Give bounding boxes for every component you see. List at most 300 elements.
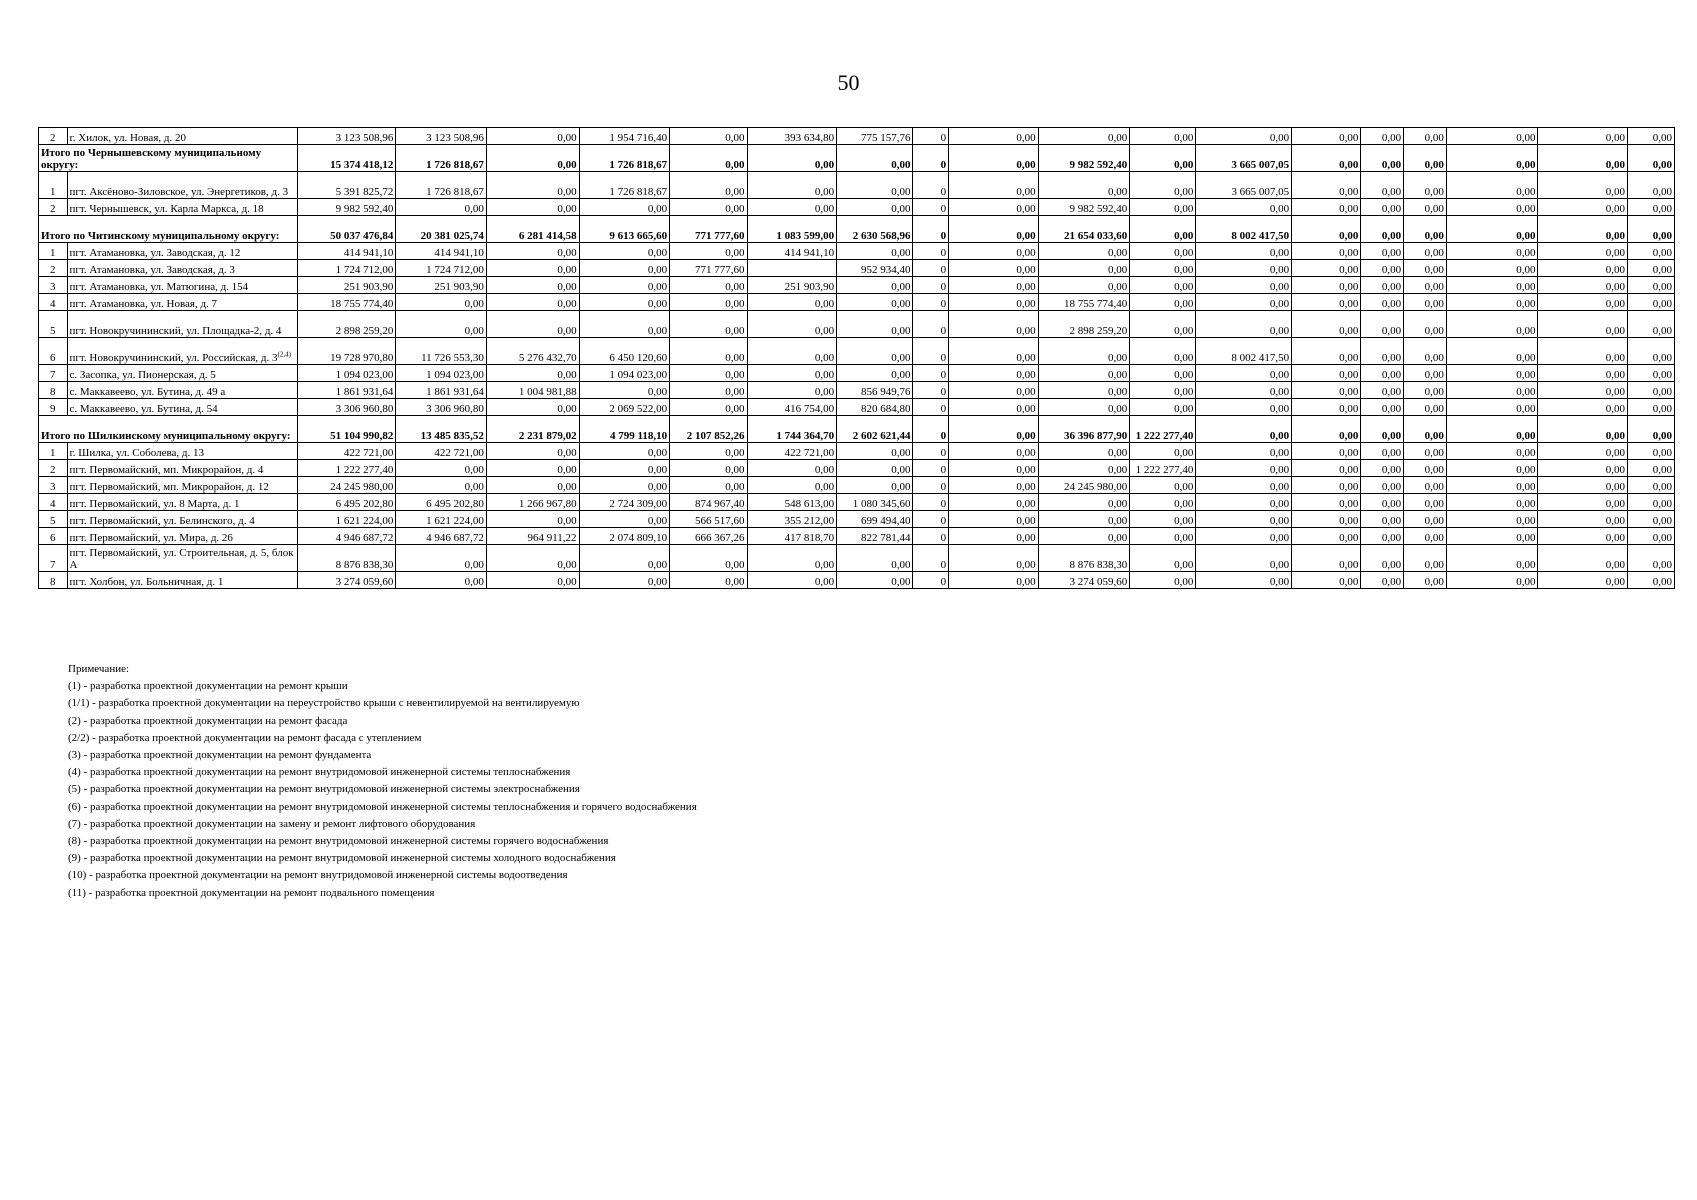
amount-cell: 0,00 [1628,460,1675,477]
note-line: (9) - разработка проектной документации на ремонт внутридомовой инженерной системы холодного водоснабжения [68,852,616,865]
amount-cell: 6 495 202,80 [297,494,396,511]
amount-cell: 8 876 838,30 [297,545,396,572]
amount-cell: 0,00 [1446,365,1538,382]
amount-cell: 0,00 [1038,128,1130,145]
amount-cell: 0,00 [486,460,579,477]
amount-cell: 0 [913,338,949,365]
amount-cell: 0,00 [486,172,579,199]
subtotal-title: Итого по Чернышевскому муниципальному округу: [39,145,298,172]
amount-cell: 0 [913,572,949,589]
note-line: (4) - разработка проектной документации на ремонт внутридомовой инженерной системы теплоснабжения [68,766,571,779]
amount-cell: 0,00 [1404,528,1447,545]
amount-cell: 0,00 [1446,477,1538,494]
amount-cell: 0,00 [486,572,579,589]
address-cell: пгт. Чернышевск, ул. Карла Маркса, д. 18 [67,199,297,216]
amount-cell: 0,00 [949,243,1039,260]
amount-cell: 0,00 [1446,216,1538,243]
amount-cell: 6 450 120,60 [579,338,670,365]
amount-cell: 0,00 [396,572,487,589]
amount-cell: 0,00 [670,477,747,494]
amount-cell: 0 [913,311,949,338]
row-number: 7 [39,365,68,382]
amount-cell: 0,00 [1628,243,1675,260]
amount-cell: 0,00 [1038,277,1130,294]
amount-cell: 0,00 [1038,511,1130,528]
amount-cell: 0,00 [396,311,487,338]
amount-cell: 0,00 [1628,494,1675,511]
amount-cell: 0 [913,260,949,277]
amount-cell: 0,00 [949,511,1039,528]
table-row [39,528,1675,545]
table-row [39,199,1675,216]
amount-cell: 1 094 023,00 [579,365,670,382]
amount-cell: 0 [913,477,949,494]
amount-cell: 0,00 [1446,338,1538,365]
amount-cell: 0,00 [1538,511,1628,528]
amount-cell: 0,00 [1446,294,1538,311]
amount-cell: 0,00 [1538,443,1628,460]
amount-cell: 1 861 931,64 [297,382,396,399]
amount-cell: 1 094 023,00 [396,365,487,382]
amount-cell: 3 123 508,96 [297,128,396,145]
amount-cell: 0,00 [1292,460,1361,477]
amount-cell: 0,00 [1196,260,1292,277]
amount-cell: 0,00 [1538,128,1628,145]
row-number: 4 [39,494,68,511]
amount-cell: 0,00 [1130,443,1196,460]
amount-cell: 24 245 980,00 [1038,477,1130,494]
amount-cell: 0,00 [1404,416,1447,443]
amount-cell: 0 [913,494,949,511]
table-row [39,477,1675,494]
amount-cell: 0,00 [747,145,837,172]
amount-cell: 0,00 [579,545,670,572]
amount-cell: 0,00 [1628,399,1675,416]
amount-cell: 0,00 [670,128,747,145]
amount-cell: 21 654 033,60 [1038,216,1130,243]
amount-cell: 0,00 [1538,145,1628,172]
address-cell: пгт. Новокручининский, ул. Площадка-2, д. 4 [67,311,297,338]
amount-cell: 0,00 [837,277,913,294]
amount-cell: 0,00 [1628,311,1675,338]
amount-cell: 0,00 [486,443,579,460]
amount-cell: 0,00 [1446,172,1538,199]
amount-cell: 0,00 [1628,277,1675,294]
amount-cell: 0,00 [1196,511,1292,528]
amount-cell: 0 [913,128,949,145]
amount-cell: 417 818,70 [747,528,837,545]
amount-cell: 1 222 277,40 [297,460,396,477]
amount-cell: 0,00 [949,365,1039,382]
amount-cell: 0,00 [949,311,1039,338]
amount-cell: 1 861 931,64 [396,382,487,399]
amount-cell: 0,00 [1538,545,1628,572]
amount-cell: 0,00 [396,477,487,494]
amount-cell: 414 941,10 [747,243,837,260]
amount-cell: 0,00 [1038,460,1130,477]
row-number: 2 [39,460,68,477]
amount-cell: 0,00 [1038,243,1130,260]
amount-cell: 0,00 [670,294,747,311]
amount-cell: 0,00 [1538,311,1628,338]
amount-cell: 50 037 476,84 [297,216,396,243]
amount-cell: 0,00 [1038,528,1130,545]
amount-cell: 5 391 825,72 [297,172,396,199]
amount-cell: 2 231 879,02 [486,416,579,443]
amount-cell: 24 245 980,00 [297,477,396,494]
amount-cell: 0,00 [1404,545,1447,572]
amount-cell: 0,00 [1404,477,1447,494]
amount-cell: 0,00 [1538,365,1628,382]
amount-cell: 0,00 [1446,460,1538,477]
amount-cell: 0,00 [1292,528,1361,545]
note-line: (3) - разработка проектной документации на ремонт фундамента [68,749,372,762]
amount-cell: 0,00 [1292,382,1361,399]
amount-cell: 0,00 [1130,545,1196,572]
amount-cell: 0,00 [1130,382,1196,399]
amount-cell: 0,00 [1130,477,1196,494]
amount-cell: 0,00 [837,443,913,460]
amount-cell: 0,00 [579,477,670,494]
amount-cell: 0,00 [837,172,913,199]
subtotal-title: Итого по Читинскому муниципальному округу: [39,216,298,243]
amount-cell: 0,00 [486,199,579,216]
amount-cell: 0,00 [1130,311,1196,338]
amount-cell: 666 367,26 [670,528,747,545]
amount-cell: 3 274 059,60 [1038,572,1130,589]
amount-cell: 416 754,00 [747,399,837,416]
amount-cell: 0,00 [1292,145,1361,172]
address-cell: пгт. Первомайский, ул. Белинского, д. 4 [67,511,297,528]
amount-cell: 1 726 818,67 [396,172,487,199]
amount-cell: 856 949,76 [837,382,913,399]
amount-cell: 2 630 568,96 [837,216,913,243]
amount-cell: 0,00 [1038,260,1130,277]
amount-cell: 0,00 [949,294,1039,311]
address-cell: пгт. Первомайский, ул. Мира, д. 26 [67,528,297,545]
amount-cell: 18 755 774,40 [297,294,396,311]
amount-cell: 0,00 [949,494,1039,511]
amount-cell: 822 781,44 [837,528,913,545]
address-cell: пгт. Атамановка, ул. Заводская, д. 3 [67,260,297,277]
amount-cell: 0,00 [1196,572,1292,589]
amount-cell: 0,00 [1628,172,1675,199]
amount-cell: 0,00 [1292,172,1361,199]
amount-cell: 0,00 [747,199,837,216]
amount-cell: 0 [913,545,949,572]
amount-cell: 0,00 [1292,365,1361,382]
amount-cell: 0,00 [949,128,1039,145]
amount-cell: 0,00 [670,443,747,460]
amount-cell: 36 396 877,90 [1038,416,1130,443]
amount-cell: 0,00 [1361,545,1404,572]
amount-cell: 0,00 [949,460,1039,477]
amount-cell: 0,00 [1038,338,1130,365]
amount-cell: 0,00 [579,260,670,277]
amount-cell: 0,00 [1446,145,1538,172]
amount-cell: 0,00 [1361,216,1404,243]
amount-cell: 0,00 [1404,494,1447,511]
amount-cell: 0,00 [1361,443,1404,460]
amount-cell: 0,00 [837,294,913,311]
amount-cell: 0,00 [1130,494,1196,511]
amount-cell: 0,00 [1538,477,1628,494]
amount-cell: 0 [913,528,949,545]
amount-cell: 6 495 202,80 [396,494,487,511]
amount-cell: 952 934,40 [837,260,913,277]
amount-cell: 0,00 [579,243,670,260]
amount-cell: 0,00 [1130,128,1196,145]
address-cell: пгт. Первомайский, мп. Микрорайон, д. 12 [67,477,297,494]
amount-cell: 0,00 [670,172,747,199]
amount-cell: 0,00 [1361,145,1404,172]
amount-cell: 0,00 [1538,277,1628,294]
amount-cell: 0,00 [1361,477,1404,494]
amount-cell: 2 069 522,00 [579,399,670,416]
table-row [39,294,1675,311]
amount-cell: 0,00 [1196,199,1292,216]
amount-cell: 0,00 [1538,572,1628,589]
table-row [39,494,1675,511]
note-line: (1/1) - разработка проектной документации на переустройство крыши с невентилируемой на вентилируемую [68,697,580,710]
amount-cell: 0,00 [1361,277,1404,294]
amount-cell: 775 157,76 [837,128,913,145]
amount-cell: 0,00 [1196,528,1292,545]
amount-cell: 0,00 [1361,128,1404,145]
amount-cell: 0,00 [1404,460,1447,477]
address-cell: пгт. Атамановка, ул. Новая, д. 7 [67,294,297,311]
amount-cell: 0,00 [949,528,1039,545]
amount-cell: 0,00 [747,172,837,199]
table-row [39,365,1675,382]
amount-cell: 0,00 [747,365,837,382]
amount-cell: 771 777,60 [670,260,747,277]
amount-cell: 0,00 [1404,399,1447,416]
address-cell: г. Хилок, ул. Новая, д. 20 [67,128,297,145]
amount-cell: 0,00 [1628,145,1675,172]
amount-cell: 0,00 [670,399,747,416]
amount-cell: 0,00 [949,145,1039,172]
amount-cell: 0,00 [1538,460,1628,477]
amount-cell: 0,00 [837,477,913,494]
note-line: (7) - разработка проектной документации на замену и ремонт лифтового оборудования [68,817,476,830]
amount-cell: 0,00 [949,172,1039,199]
amount-cell: 0,00 [1404,443,1447,460]
amount-cell: 0,00 [1446,511,1538,528]
amount-cell: 0,00 [1292,243,1361,260]
amount-cell: 0,00 [579,277,670,294]
amount-cell: 0,00 [1446,260,1538,277]
amount-cell: 699 494,40 [837,511,913,528]
amount-cell: 0,00 [1292,199,1361,216]
amount-cell: 0,00 [1130,145,1196,172]
address-cell: пгт. Первомайский, ул. 8 Марта, д. 1 [67,494,297,511]
amount-cell: 0,00 [1038,365,1130,382]
amount-cell: 0,00 [1292,399,1361,416]
amount-cell: 11 726 553,30 [396,338,487,365]
amount-cell: 0 [913,294,949,311]
amount-cell: 0,00 [1361,494,1404,511]
amount-cell: 4 799 118,10 [579,416,670,443]
amount-cell: 0,00 [1196,545,1292,572]
amount-cell: 0,00 [1292,511,1361,528]
amount-cell: 0,00 [1130,511,1196,528]
amount-cell: 0,00 [670,145,747,172]
amount-cell: 0,00 [486,243,579,260]
amount-cell: 0,00 [949,216,1039,243]
amount-cell: 0,00 [949,199,1039,216]
amount-cell: 0,00 [1292,545,1361,572]
amount-cell: 0,00 [1196,443,1292,460]
amount-cell: 0,00 [1292,494,1361,511]
amount-cell: 0,00 [837,145,913,172]
amount-cell: 0,00 [747,311,837,338]
amount-cell: 0 [913,382,949,399]
row-number: 6 [39,338,68,365]
amount-cell: 0,00 [747,294,837,311]
table-row [39,338,1675,365]
amount-cell: 0,00 [396,199,487,216]
amount-cell: 18 755 774,40 [1038,294,1130,311]
amount-cell: 1 744 364,70 [747,416,837,443]
amount-cell: 0,00 [1404,338,1447,365]
amount-cell: 0,00 [670,382,747,399]
amount-cell: 0,00 [1628,572,1675,589]
notes-section [68,661,697,902]
amount-cell: 0,00 [1130,277,1196,294]
amount-cell: 0,00 [1628,294,1675,311]
amount-cell: 0,00 [486,260,579,277]
amount-cell: 20 381 025,74 [396,216,487,243]
address-cell: с. Маккавеево, ул. Бутина, д. 49 а [67,382,297,399]
amount-cell: 0,00 [837,199,913,216]
amount-cell: 0,00 [1361,528,1404,545]
amount-cell: 6 281 414,58 [486,216,579,243]
amount-cell: 355 212,00 [747,511,837,528]
amount-cell: 9 982 592,40 [1038,199,1130,216]
row-number: 3 [39,477,68,494]
note-line: (1) - разработка проектной документации на ремонт крыши [68,680,348,693]
amount-cell: 0,00 [949,545,1039,572]
amount-cell: 0,00 [1292,338,1361,365]
amount-cell: 0,00 [1538,216,1628,243]
amount-cell: 1 266 967,80 [486,494,579,511]
amount-cell: 0,00 [579,511,670,528]
amount-cell: 0,00 [1361,338,1404,365]
amount-cell: 8 002 417,50 [1196,216,1292,243]
amount-cell: 0,00 [486,128,579,145]
row-number: 2 [39,199,68,216]
amount-cell: 5 276 432,70 [486,338,579,365]
table-row [39,277,1675,294]
table-row [39,545,1675,572]
amount-cell: 0,00 [579,460,670,477]
amount-cell: 0 [913,365,949,382]
amount-cell: 0,00 [1446,416,1538,443]
amount-cell: 0,00 [1130,338,1196,365]
amount-cell: 0,00 [1538,416,1628,443]
amount-cell: 0,00 [1130,294,1196,311]
row-number: 6 [39,528,68,545]
amount-cell: 0,00 [396,545,487,572]
table-row [39,260,1675,277]
row-number: 4 [39,294,68,311]
amount-cell: 0,00 [1446,494,1538,511]
amount-cell: 0,00 [1361,382,1404,399]
amount-cell: 0,00 [1446,311,1538,338]
amount-cell: 1 083 599,00 [747,216,837,243]
amount-cell: 0,00 [1130,216,1196,243]
amount-cell: 0,00 [486,145,579,172]
amount-cell: 1 222 277,40 [1130,460,1196,477]
amount-cell: 0,00 [1538,494,1628,511]
amount-cell: 0,00 [1038,494,1130,511]
amount-cell: 0,00 [1361,260,1404,277]
amount-cell: 3 665 007,05 [1196,172,1292,199]
amount-cell: 0,00 [1196,277,1292,294]
amount-cell: 1 004 981,88 [486,382,579,399]
address-cell: г. Шилка, ул. Соболева, д. 13 [67,443,297,460]
amount-cell: 0,00 [1628,528,1675,545]
amount-cell: 1 094 023,00 [297,365,396,382]
subtotal-title: Итого по Шилкинскому муниципальному округу: [39,416,298,443]
amount-cell: 414 941,10 [396,243,487,260]
amount-cell: 0,00 [1538,294,1628,311]
amount-cell: 0,00 [1404,243,1447,260]
amount-cell: 0,00 [1628,216,1675,243]
amount-cell: 0 [913,277,949,294]
amount-cell: 1 724 712,00 [396,260,487,277]
amount-cell: 0,00 [837,545,913,572]
amount-cell: 0,00 [486,545,579,572]
amount-cell: 0,00 [1404,128,1447,145]
amount-cell: 0,00 [1404,145,1447,172]
amount-cell: 0,00 [949,338,1039,365]
amount-cell: 0,00 [949,477,1039,494]
amount-cell: 0,00 [1538,382,1628,399]
amount-cell: 3 306 960,80 [297,399,396,416]
amount-cell: 2 074 809,10 [579,528,670,545]
amount-cell: 0,00 [837,243,913,260]
amount-cell: 0,00 [949,443,1039,460]
amount-cell: 0,00 [396,294,487,311]
address-cell: с. Засопка, ул. Пионерская, д. 5 [67,365,297,382]
amount-cell: 19 728 970,80 [297,338,396,365]
amount-cell: 0,00 [1130,528,1196,545]
table-row [39,382,1675,399]
row-number: 3 [39,277,68,294]
amount-cell: 0,00 [1292,277,1361,294]
amount-cell: 0 [913,243,949,260]
amount-cell: 0,00 [1538,399,1628,416]
amount-cell: 0,00 [1404,311,1447,338]
amount-cell: 0,00 [1130,572,1196,589]
amount-cell: 0,00 [1361,311,1404,338]
amount-cell: 9 982 592,40 [297,199,396,216]
amount-cell: 0,00 [837,460,913,477]
amount-cell: 0,00 [1361,511,1404,528]
amount-cell: 0 [913,416,949,443]
amount-cell: 0,00 [837,311,913,338]
amount-cell: 3 123 508,96 [396,128,487,145]
amount-cell: 0,00 [1196,494,1292,511]
note-line: (2/2) - разработка проектной документации на ремонт фасада с утеплением [68,731,422,744]
table-row [39,311,1675,338]
amount-cell: 2 724 309,00 [579,494,670,511]
amount-cell: 0,00 [1292,443,1361,460]
amount-cell: 0,00 [949,382,1039,399]
note-line: (2) - разработка проектной документации на ремонт фасада [68,714,348,727]
